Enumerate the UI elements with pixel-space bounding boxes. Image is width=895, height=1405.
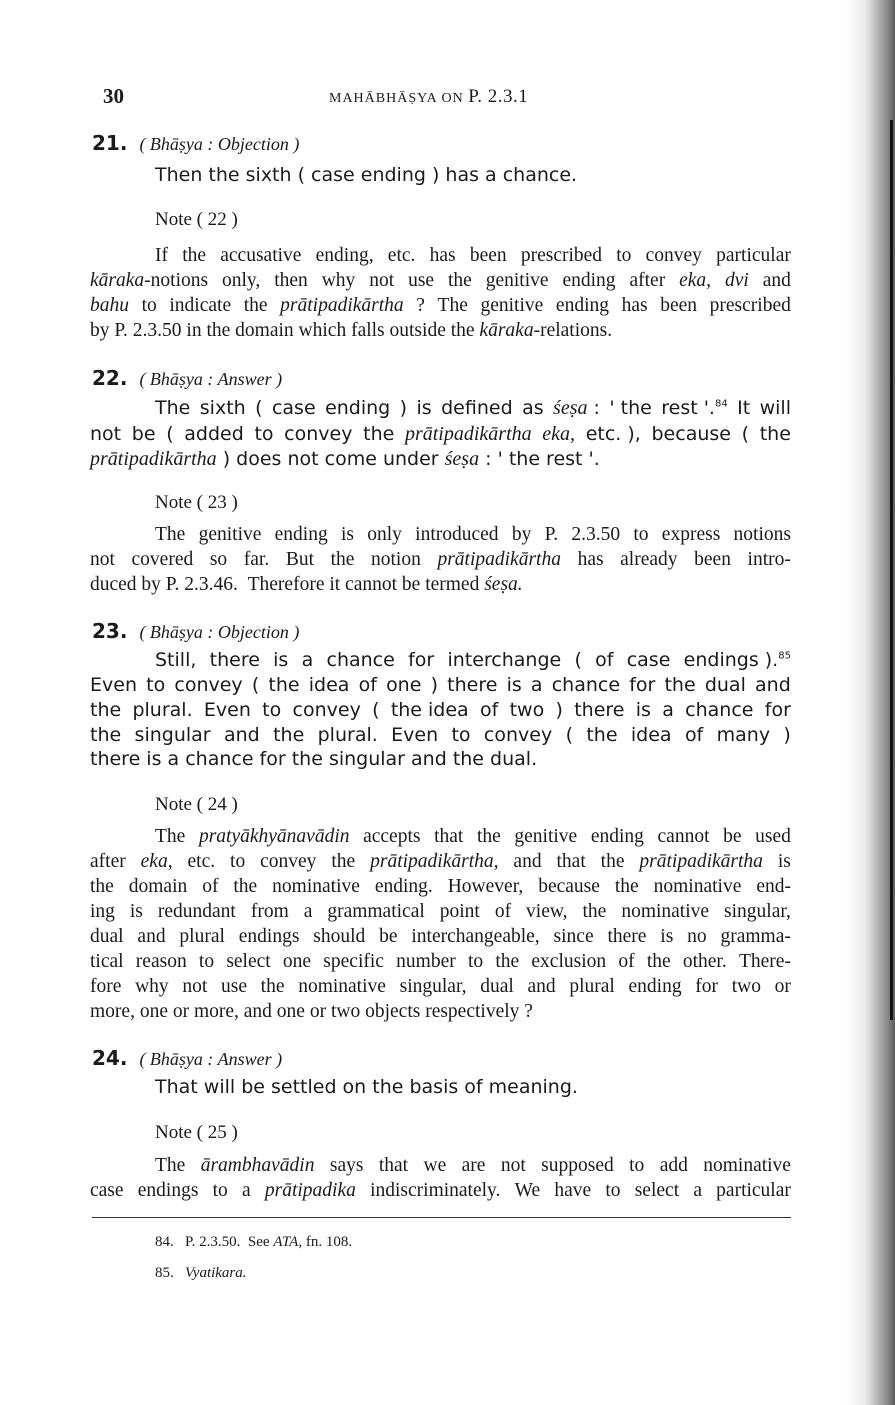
note-22-line-3: bahu to indicate the prātipadikārtha ? The genitive ending has been prescribed bbox=[90, 295, 791, 316]
note-23-line-3: duced by P. 2.3.46. Therefore it cannot be termed śeṣa. bbox=[90, 574, 523, 595]
note-24-line-6: tical reason to select one specific number to the exclusion of the other. There- bbox=[90, 951, 791, 972]
section-22-line-2: not be ( added to convey the prātipadikārtha eka, etc. ), because ( the bbox=[90, 423, 791, 445]
note-25-line-2: case endings to a prātipadika indiscriminately. We have to select a particular bbox=[90, 1180, 791, 1201]
note-22-line-2: kāraka-notions only, then why not use the genitive ending after eka, dvi and bbox=[90, 270, 791, 291]
note-25-line-1: The ārambhavādin says that we are not supposed to add nominative bbox=[155, 1155, 791, 1176]
section-23-line-3: the plural. Even to convey ( the idea of two ) there is a chance for bbox=[90, 699, 791, 721]
note-23-heading: Note ( 23 ) bbox=[155, 492, 238, 513]
note-24-line-1: The pratyākhyānavādin accepts that the genitive ending cannot be used bbox=[155, 826, 791, 847]
note-24-line-8: more, one or more, and one or two objects respectively ? bbox=[90, 1001, 533, 1022]
footnote-84: 84. P. 2.3.50. See ATA, fn. 108. bbox=[155, 1234, 353, 1250]
page-number: 30 bbox=[103, 84, 124, 108]
section-23-line-2: Even to convey ( the idea of one ) there is a chance for the dual and bbox=[90, 674, 791, 696]
note-22-line-1: If the accusative ending, etc. has been prescribed to convey particular bbox=[155, 245, 791, 266]
section-23-line-5: there is a chance for the singular and the dual. bbox=[90, 748, 538, 770]
note-22-heading: Note ( 22 ) bbox=[155, 209, 238, 230]
running-head: MAHĀBHĀṢYA ON P. 2.3.1 bbox=[329, 86, 529, 107]
footnote-85: 85. Vyatikara. bbox=[155, 1265, 247, 1281]
section-22-line-3: prātipadikārtha ) does not come under śeṣa : ' the rest '. bbox=[90, 448, 600, 470]
section-22-line-1: The sixth ( case ending ) is defined as śeṣa : ' the rest '.$^{84}$ It will bbox=[155, 397, 791, 419]
section-23-line-1: Still, there is a chance for interchange ( of case endings ).$^{85}$ bbox=[155, 649, 791, 671]
section-23-heading: 23. ( Bhāṣya : Objection ) bbox=[92, 619, 300, 643]
section-23-line-4: the singular and the plural. Even to convey ( the idea of many ) bbox=[90, 724, 791, 746]
note-22-line-4: by P. 2.3.50 in the domain which falls outside the kāraka-relations. bbox=[90, 320, 613, 341]
note-24-line-5: dual and plural endings should be interchangeable, since there is no gramma- bbox=[90, 926, 791, 947]
section-22-heading: 22. ( Bhāṣya : Answer ) bbox=[92, 366, 283, 390]
scan-page-edge bbox=[845, 0, 895, 1405]
note-24-heading: Note ( 24 ) bbox=[155, 794, 238, 815]
scan-edge-line bbox=[890, 120, 893, 1020]
section-24-line-1: That will be settled on the basis of meaning. bbox=[155, 1076, 578, 1098]
note-24-line-4: ing is redundant from a grammatical point of view, the nominative singular, bbox=[90, 901, 791, 922]
note-24-line-2: after eka, etc. to convey the prātipadikārtha, and that the prātipadikārtha is bbox=[90, 851, 791, 872]
section-24-heading: 24. ( Bhāṣya : Answer ) bbox=[92, 1046, 283, 1070]
note-23-line-2: not covered so far. But the notion prātipadikārtha has already been intro- bbox=[90, 549, 791, 570]
note-24-line-3: the domain of the nominative ending. However, because the nominative end- bbox=[90, 876, 791, 897]
note-23-line-1: The genitive ending is only introduced by P. 2.3.50 to express notions bbox=[155, 524, 791, 545]
note-25-heading: Note ( 25 ) bbox=[155, 1122, 238, 1143]
section-21-line-1: Then the sixth ( case ending ) has a chance. bbox=[155, 164, 578, 186]
footnote-rule bbox=[92, 1217, 791, 1218]
section-21-heading: 21. ( Bhāṣya : Objection ) bbox=[92, 131, 300, 155]
note-24-line-7: fore why not use the nominative singular, dual and plural ending for two or bbox=[90, 976, 791, 997]
